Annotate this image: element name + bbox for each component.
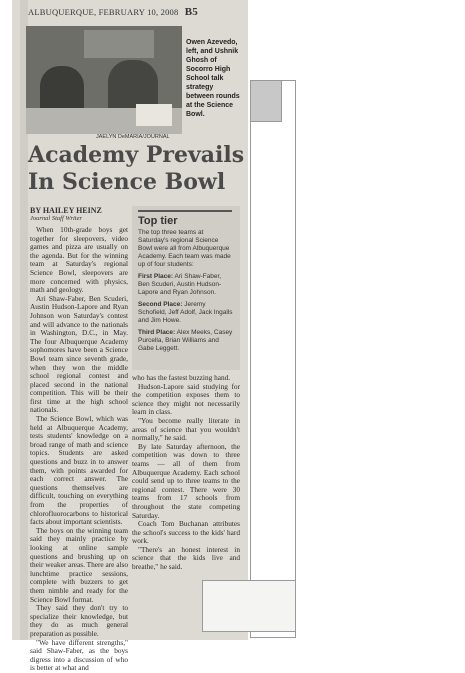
header-page-number: B5 (184, 6, 199, 18)
paragraph: Coach Tom Buchanan attributes the school's success to the kids' hard work. (132, 519, 240, 546)
sidebar-title: Top tier (138, 210, 232, 227)
scan-backing-tab (250, 80, 282, 122)
news-photo (26, 26, 182, 134)
place-label: Second Place: (138, 301, 183, 308)
article-role: Journal Staff Writer (30, 215, 82, 222)
header-location-date: ALBUQUERQUE, FEBRUARY 10, 2008 (28, 7, 179, 17)
sidebar-place-third (138, 329, 234, 353)
article-byline (30, 206, 102, 215)
paragraph: "We have different strengths," said Shaw-Faber, as the boys digress into a discussion of who is better at what and (30, 637, 128, 673)
paragraph: They said they don't try to specialize their knowledge, but they do as much general preparation as possible. (30, 603, 128, 638)
scan-backing-strip (250, 80, 296, 638)
paragraph: When 10th-grade boys get together for sleepovers, video games and pizza are usually on the agenda. But for the winning team at Saturday's regional Science Bowl, sleepovers are more concerned with physics, math and geology. (30, 225, 128, 295)
sidebar-place-first (138, 273, 234, 297)
sidebar-intro: The top three teams at Saturday's regional Science Bowl were all from Albuquerque Academy. Each team was made up of four students: (138, 229, 231, 268)
photo-credit: JAELYN DeMARIA/JOURNAL (96, 134, 170, 140)
place-names: Alex Meeks, Casey Purcella, Brian Williams and Gabe Leggett. (138, 329, 233, 352)
photo-window (84, 30, 154, 58)
place-names: Jeremy Schofield, Jeff Adolf, Jack Ingalls and Jim Howe. (138, 301, 233, 324)
page-header (28, 6, 238, 18)
byline-author: BY HAILEY HEINZ (30, 206, 102, 215)
top-tier-sidebar (132, 206, 240, 370)
paragraph: "There's an honest interest in science that the kids live and breathe," he said. (132, 544, 240, 572)
paragraph: Hudson-Lapore said studying for the competition exposes them to science they might not necessarily learn in class. (132, 381, 240, 417)
paragraph: The Science Bowl, which was held at Albuquerque Academy, tests students' knowledge on a broad range of math and science topics. Students are asked questions and buzz in to answer them, with points awarded for each correct answer. The questions themselves are difficult, touching on everything from the properties of chlorofluorocarbons to historical facts about important scientists. (30, 414, 128, 527)
sidebar-place-second (138, 301, 234, 325)
place-label: Third Place: (138, 329, 176, 336)
article-headline: Academy Prevails In Science Bowl (28, 142, 245, 195)
place-label: First Place: (138, 273, 174, 280)
place-names: Ari Shaw-Faber, Ben Scuderi, Austin Hudson-Lapore and Ryan Johnson. (138, 273, 222, 296)
paragraph: The boys on the winning team said they mainly practice by looking at online sample questions and brushing up on their weaker areas. There are also lunchtime practice sessions, complete with buzzers to get them nimble and ready for the Science Bowl format. (30, 525, 128, 604)
article-column-2 (132, 374, 240, 572)
scan-backing-notch (202, 580, 296, 632)
photo-table-sign (136, 104, 172, 126)
article-column-1 (30, 226, 128, 673)
paragraph: "You become really literate in areas of science that you wouldn't normally," he said. (132, 415, 240, 443)
photo-caption: Owen Azevedo, left, and Ushnik Ghosh of Socorro High School talk strategy between rounds at the Science Bowl. (186, 39, 240, 118)
paragraph: Ari Shaw-Faber, Ben Scuderi, Austin Hudson-Lapore and Ryan Johnson won Saturday's contest and will advance to the nationals in Washington, D.C., in May. The four Albuquerque Academy sophomores have been a Science Bowl team since seventh grade, when they won the middle school regional contest and placed second in the national competition. This will be their first time at the high school nationals. (30, 293, 128, 415)
paragraph: By late Saturday afternoon, the competition was down to three teams — all of them from Albuquerque Academy. Each school could send up to three teams to the regional contest. There were 30 teams from 17 schools from throughout the state competing Saturday. (132, 441, 240, 520)
paragraph: who has the fastest buzzing hand. (132, 373, 231, 382)
